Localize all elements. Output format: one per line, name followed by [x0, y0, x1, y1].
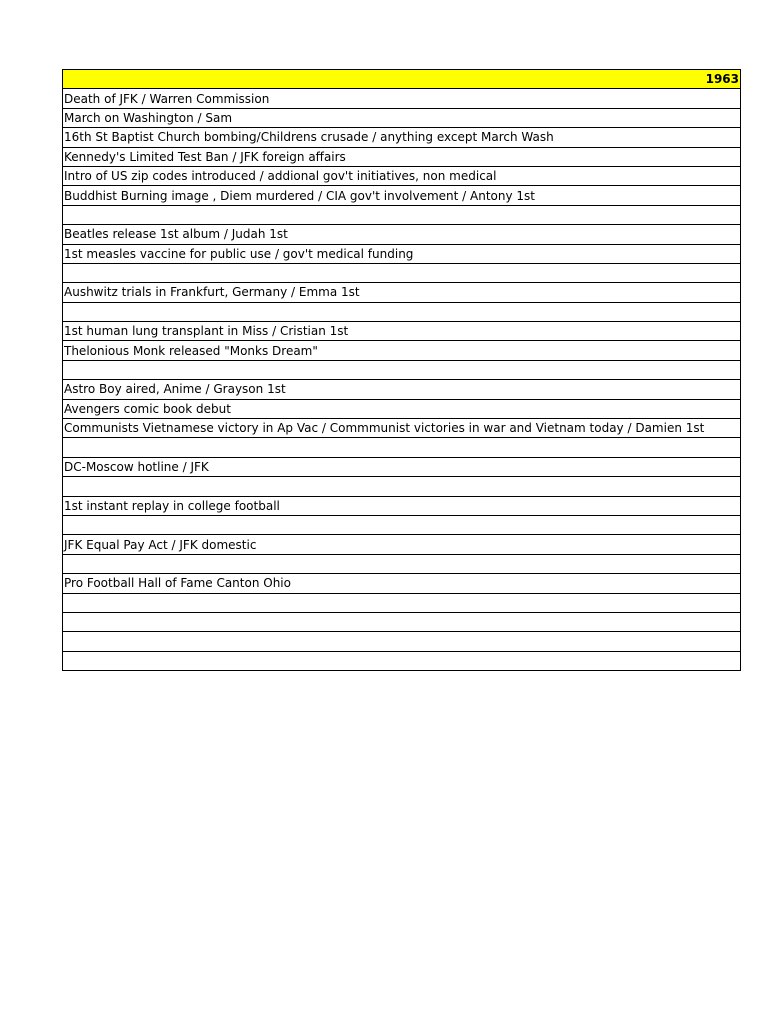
- event-cell[interactable]: Beatles release 1st album / Judah 1st: [63, 225, 741, 244]
- table-row: [63, 225, 741, 244]
- events-table: [62, 69, 741, 671]
- table-row: [63, 438, 741, 457]
- table-row: [63, 205, 741, 224]
- event-cell[interactable]: Thelonious Monk released "Monks Dream": [63, 341, 741, 360]
- table-row: [63, 147, 741, 166]
- event-cell[interactable]: [63, 632, 741, 651]
- event-cell[interactable]: March on Washington / Sam: [63, 108, 741, 127]
- event-cell[interactable]: 1st measles vaccine for public use / gov't medical funding: [63, 244, 741, 263]
- table-row: [63, 535, 741, 554]
- table-row: [63, 128, 741, 147]
- table-row: [63, 166, 741, 185]
- event-cell[interactable]: [63, 263, 741, 282]
- event-cell[interactable]: [63, 515, 741, 534]
- event-cell[interactable]: [63, 477, 741, 496]
- table-row: [63, 457, 741, 476]
- event-cell[interactable]: Intro of US zip codes introduced / addional gov't initiatives, non medical: [63, 166, 741, 185]
- table-row: [63, 399, 741, 418]
- table-row: [63, 554, 741, 573]
- event-cell[interactable]: Communists Vietnamese victory in Ap Vac / Commmunist victories in war and Vietnam today / Damien 1st: [63, 419, 741, 438]
- table-row: [63, 322, 741, 341]
- event-cell[interactable]: [63, 554, 741, 573]
- event-cell[interactable]: Kennedy's Limited Test Ban / JFK foreign affairs: [63, 147, 741, 166]
- event-cell[interactable]: [63, 593, 741, 612]
- event-cell[interactable]: Pro Football Hall of Fame Canton Ohio: [63, 574, 741, 593]
- event-cell[interactable]: Buddhist Burning image , Diem murdered / CIA gov't involvement / Antony 1st: [63, 186, 741, 205]
- table-row: [63, 496, 741, 515]
- event-cell[interactable]: [63, 302, 741, 321]
- table-row: [63, 283, 741, 302]
- table-row: [63, 419, 741, 438]
- year-header-cell[interactable]: 1963: [63, 70, 741, 89]
- event-cell[interactable]: 1st instant replay in college football: [63, 496, 741, 515]
- event-cell[interactable]: Astro Boy aired, Anime / Grayson 1st: [63, 380, 741, 399]
- table-row: [63, 263, 741, 282]
- table-row: [63, 477, 741, 496]
- table-row: [63, 612, 741, 631]
- table-row: [63, 651, 741, 670]
- event-cell[interactable]: [63, 612, 741, 631]
- events-table-body: [63, 70, 741, 671]
- event-cell[interactable]: 16th St Baptist Church bombing/Childrens crusade / anything except March Wash: [63, 128, 741, 147]
- table-row: [63, 360, 741, 379]
- event-cell[interactable]: JFK Equal Pay Act / JFK domestic: [63, 535, 741, 554]
- table-row: [63, 380, 741, 399]
- table-row: [63, 515, 741, 534]
- table-row: [63, 89, 741, 108]
- table-row: [63, 108, 741, 127]
- event-cell[interactable]: [63, 438, 741, 457]
- table-row: [63, 341, 741, 360]
- event-cell[interactable]: Avengers comic book debut: [63, 399, 741, 418]
- year-header-row: [63, 70, 741, 89]
- event-cell[interactable]: [63, 205, 741, 224]
- event-cell[interactable]: 1st human lung transplant in Miss / Cristian 1st: [63, 322, 741, 341]
- event-cell[interactable]: [63, 360, 741, 379]
- event-cell[interactable]: DC-Moscow hotline / JFK: [63, 457, 741, 476]
- table-row: [63, 593, 741, 612]
- table-row: [63, 574, 741, 593]
- event-cell[interactable]: Aushwitz trials in Frankfurt, Germany / Emma 1st: [63, 283, 741, 302]
- table-row: [63, 632, 741, 651]
- table-row: [63, 302, 741, 321]
- event-cell[interactable]: [63, 651, 741, 670]
- table-row: [63, 186, 741, 205]
- event-cell[interactable]: Death of JFK / Warren Commission: [63, 89, 741, 108]
- table-row: [63, 244, 741, 263]
